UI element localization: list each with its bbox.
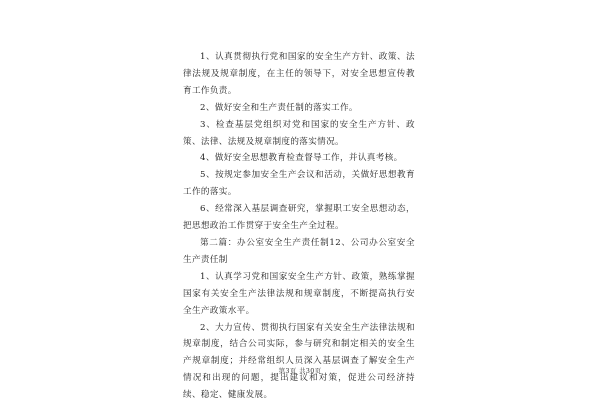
paragraph-2: 2、做好安全和生产责任制的落实工作。 [200,102,358,113]
page-number-footer: 第3页 共30页 [278,367,322,375]
paragraph-4: 4、做好安全思想教育检查督导工作，并认真考核。 [200,153,403,164]
paragraph-7: 1、认真学习党和国家安全生产方针、政策，熟练掌握国家有关安全生产法律法规和规章制度，不断提高执行安全生产政策水平。 [183,271,415,316]
paragraph-6: 6、经常深入基层调查研究，掌握职工安全思想动态，把思想政治工作贯穿于安全生产全过程。 [183,204,415,232]
paragraph-8: 2、大力宣传、贯彻执行国家有关安全生产法律法规和规章制度，结合公司实际，参与研究和制定相关的安全生产规章制度；并经常组织人员深入基层调查了解安全生产情况和出现的问题，提出建议和对策，促进公司经济持续、稳定、健康发展。 [183,322,415,400]
paragraph-1: 1、认真贯彻执行党和国家的安全生产方针、政策、法律法规及规章制度，在主任的领导下，对安全思想宣传教育工作负责。 [183,52,415,96]
paragraph-5: 5、按规定参加安全生产会议和活动，关做好思想教育工作的落实。 [183,170,415,198]
document-body [183,49,415,400]
section-heading: 第二篇：办公室安全生产责任制12、公司办公室安全生产责任制 [183,237,415,265]
paragraph-3: 3、检查基层党组织对党和国家的安全生产方针、政策、法律、法规及规章制度的落实情况。 [183,119,415,147]
